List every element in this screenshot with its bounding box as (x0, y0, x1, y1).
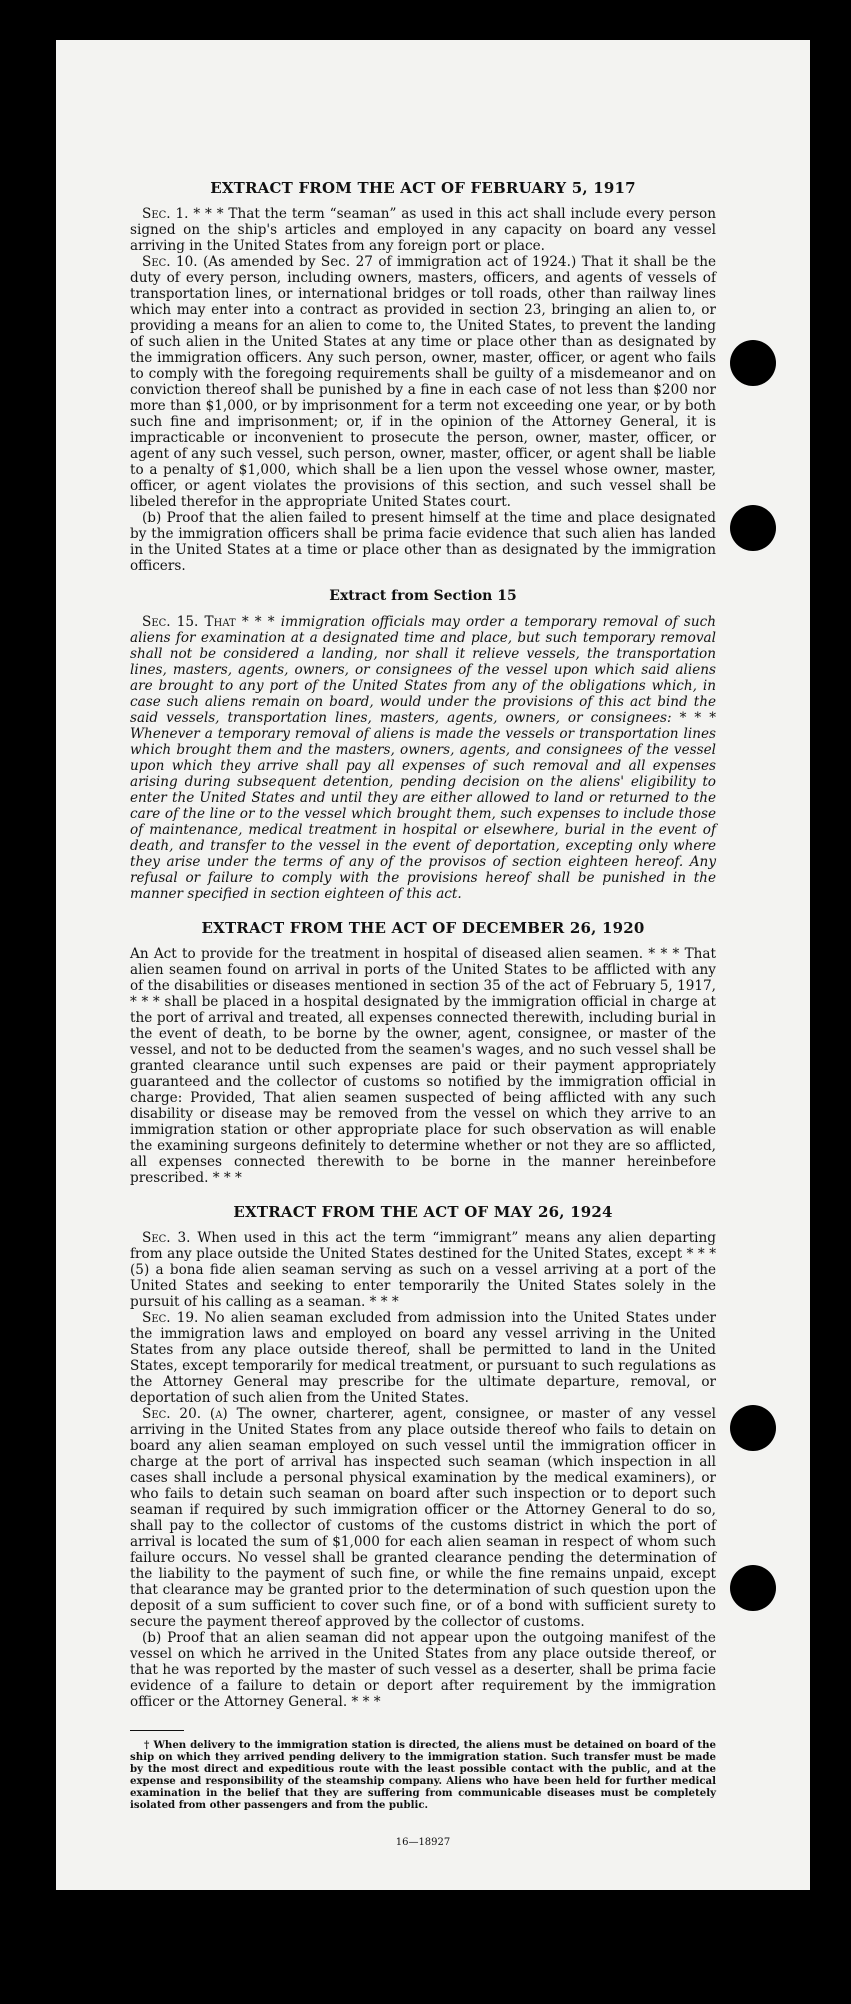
print-code: 16—18927 (395, 1837, 451, 1848)
section-heading: EXTRACT FROM THE ACT OF DECEMBER 26, 1920 (201, 919, 645, 937)
paragraph-text: No alien seaman excluded from admission into the United States under the immigration laws and employed on board any vessel arriving in the United States from any place outside thereof, shall be permitted to land in the United States, except temporarily for medical treatment, or pursuant to such regulations as the Attorney General may prescribe for the ultimate departure, removal, or deportation of such alien from the United States. (130, 1310, 716, 1406)
punch-hole (730, 1565, 776, 1611)
section-label: Sec. 10. (142, 254, 198, 270)
footnote-rule (130, 1730, 184, 1731)
paragraph (130, 614, 716, 902)
paragraph-text: An Act to provide for the treatment in hospital of diseased alien seamen. * * * That alien seamen found on arrival in ports of the United States to be afflicted with any of the disabilities or diseases mentioned in section 35 of the act of February 5, 1917, * * * shall be placed in a hospital designated by the immigration official in charge at the port of arrival and treated, all expenses connected therewith, including burial in the event of death, to be borne by the owner, agent, consignee, or master of the vessel, and not to be deducted from the seamen's wages, and no such vessel shall be granted clearance until such expenses are paid or their payment appropriately guaranteed and the collector of customs so notified by the immigration official in charge: Provided, That alien seamen suspected of being afflicted with any such disability or disease may be removed from the vessel on which they arrive to an immigration station or other appropriate place for such observation as will enable the examining surgeons definitely to determine whether or not they are so afflicted, all expenses connected therewith to be borne in the manner hereinbefore prescribed. * * * (130, 946, 716, 1186)
section-label: Sec. 15. That * * * (142, 614, 275, 630)
section-label: Sec. 3. (142, 1230, 191, 1246)
paragraph (130, 1406, 716, 1630)
paragraph (130, 254, 716, 510)
paragraph-text: Proof that the alien failed to present himself at the time and place designated by the immigration officers shall be prima facie evidence that such alien has landed in the United States at a time or place other than as designated by the immigration officers. (130, 510, 716, 574)
section-subheading: Extract from Section 15 (329, 588, 517, 604)
paragraph (130, 510, 716, 574)
document-content (130, 180, 716, 1851)
punch-hole (730, 505, 776, 551)
section-heading: EXTRACT FROM THE ACT OF FEBRUARY 5, 1917 (210, 179, 636, 197)
paragraph-text: immigration officials may order a temporary removal of such aliens for examination at a designated time and place, but such temporary removal shall not be considered a landing, nor shall it relieve vessels, the transportation lines, masters, agents, owners, or consignees of the vessel upon which said aliens are brought to any port of the United States from any of the obligations which, in case such aliens remain on board, would under the provisions of this act bind the said vessels, transportation lines, masters, agents, owners, or consignees: * * * Whenever a temporary removal of aliens is made the vessels or transportation lines which brought them and the masters, owners, agents, and consignees of the vessel upon which they arrive shall pay all expenses of such removal and all expenses arising during subsequent detention, pending decision on the aliens' eligibility to enter the United States and until they are either allowed to land or returned to the care of the line or to the vessel which brought them, such expenses to include those of maintenance, medical treatment in hospital or elsewhere, burial in the event of death, and transfer to the vessel in the event of deportation, excepting only where they arise under the terms of any of the provisos of section eighteen hereof. Any refusal or failure to comply with the provisions hereof shall be punished in the manner specified in section eighteen of this act. (130, 614, 716, 902)
section-label: (b) (142, 510, 162, 526)
paragraph (130, 206, 716, 254)
section-label: Sec. 1. * * * (142, 206, 224, 222)
section-label: Sec. 20. (a) (142, 1406, 228, 1422)
paragraph-text: The owner, charterer, agent, consignee, or master of any vessel arriving in the United States from any place outside thereof who fails to detain on board any alien seaman employed on such vessel until the immigration officer in charge at the port of arrival has inspected such seaman (which inspection in all cases shall include a personal physical examination by the medical examiners), or who fails to detain such seaman on board after such inspection or to deport such seaman if required by such immigration officer or the Attorney General to do so, shall pay to the collector of customs of the customs district in which the port of arrival is located the sum of $1,000 for each alien seaman in respect of whom such failure occurs. No vessel shall be granted clearance pending the determination of the liability to the payment of such fine, or while the fine remains unpaid, except that clearance may be granted prior to the determination of such question upon the deposit of a sum sufficient to cover such fine, or of a bond with sufficient surety to secure the payment thereof approved by the collector of customs. (130, 1406, 716, 1630)
paragraph (130, 1630, 716, 1710)
section-label: Sec. 19. (142, 1310, 199, 1326)
footnote: † When delivery to the immigration station is directed, the aliens must be detained on board of the ship on which they arrived pending delivery to the immigration station. Such transfer must be made by the most direct and expeditious route with the least possible contact with the public, and at the expense and responsibility of the steamship company. Aliens who have been held for further medical examination in the belief that they are suffering from communicable diseases must be completely isolated from other passengers and from the public. (130, 1739, 716, 1811)
section-label: (b) (142, 1630, 162, 1646)
punch-hole (730, 340, 776, 386)
paragraph (130, 1230, 716, 1310)
paragraph-text: Proof that an alien seaman did not appear upon the outgoing manifest of the vessel on which he arrived in the United States from any place outside thereof, or that he was reported by the master of such vessel as a deserter, shall be prima facie evidence of a failure to detain or deport after requirement by the immigration officer or the Attorney General. * * * (130, 1630, 716, 1710)
paragraph-text: (As amended by Sec. 27 of immigration act of 1924.) That it shall be the duty of every person, including owners, masters, officers, and agents of vessels of transportation lines, or international bridges or toll roads, other than railway lines which may enter into a contract as provided in section 23, bringing an alien to, or providing a means for an alien to come to, the United States, to prevent the landing of such alien in the United States at any time or place other than as designated by the immigration officers. Any such person, owner, master, officer, or agent who fails to comply with the foregoing requirements shall be guilty of a misdemeanor and on conviction thereof shall be punished by a fine in each case of not less than $200 nor more than $1,000, or by imprisonment for a term not exceeding one year, or by both such fine and imprisonment; or, if in the opinion of the Attorney General, it is impracticable or inconvenient to prosecute the person, owner, master, officer, or agent of any such vessel, such person, owner, master, officer, or agent shall be liable to a penalty of $1,000, which shall be a lien upon the vessel whose owner, master, officer, or agent violates the provisions of this section, and such vessel shall be libeled therefor in the appropriate United States court. (130, 254, 716, 510)
paragraph-text: When used in this act the term “immigrant” means any alien departing from any place outside the United States destined for the United States, except * * * (5) a bona fide alien seaman serving as such on a vessel arriving at a port of the United States and seeking to enter temporarily the United States solely in the pursuit of his calling as a seaman. * * * (130, 1230, 716, 1310)
punch-hole (730, 1405, 776, 1451)
paragraph (130, 946, 716, 1186)
paragraph (130, 1310, 716, 1406)
paragraph-text: That the term “seaman” as used in this act shall include every person signed on the ship's articles and employed in any capacity on board any vessel arriving in the United States from any foreign port or place. (130, 206, 716, 254)
section-heading: EXTRACT FROM THE ACT OF MAY 26, 1924 (233, 1203, 613, 1221)
